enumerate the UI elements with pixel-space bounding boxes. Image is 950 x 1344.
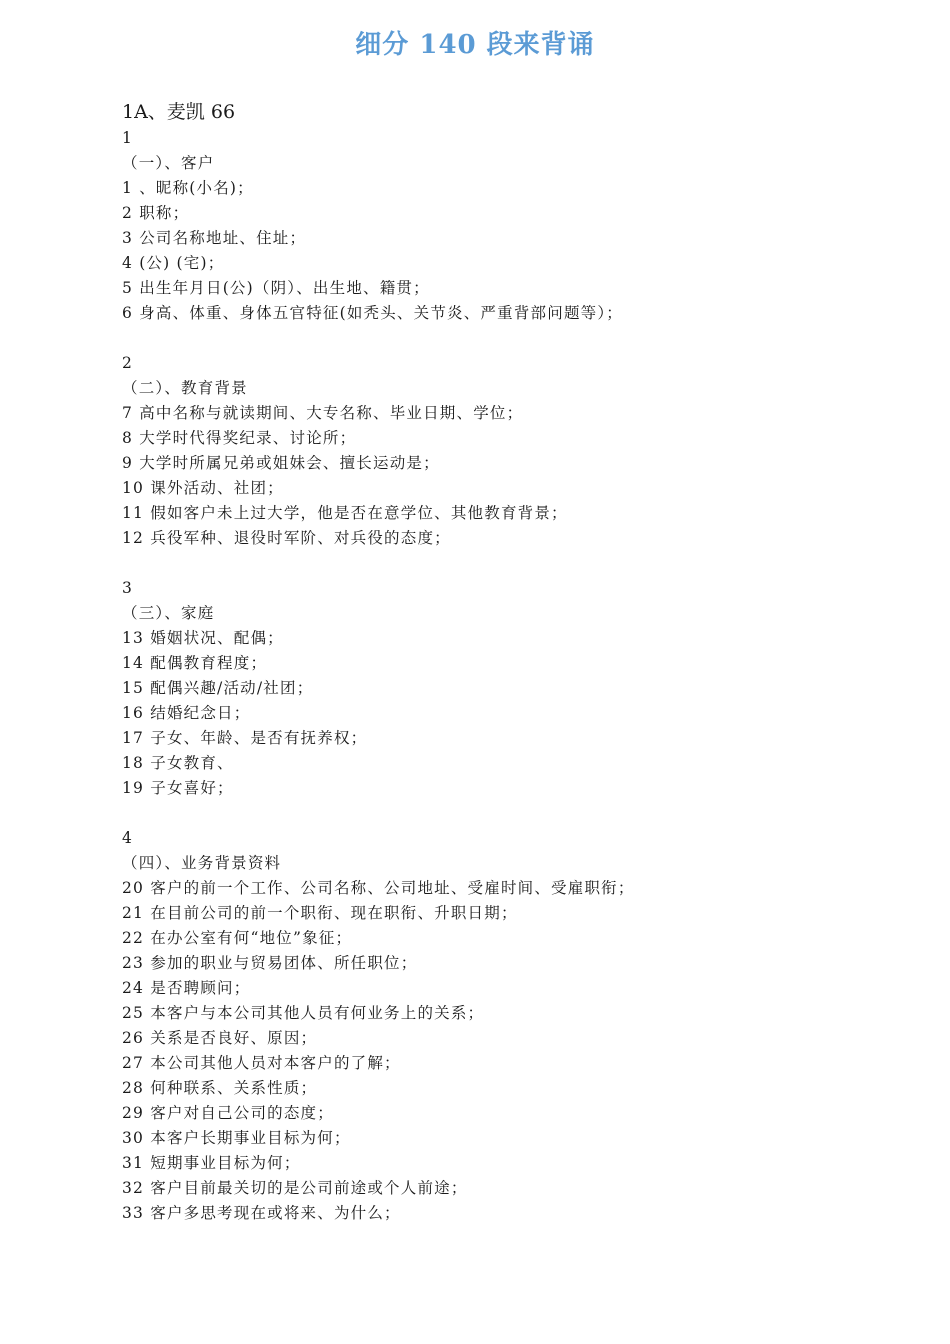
list-item: 31 短期事业目标为何；	[122, 1154, 301, 1172]
list-item: 33 客户多思考现在或将来、为什么；	[122, 1204, 401, 1222]
list-item: 3 公司名称地址、住址；	[122, 229, 307, 247]
document-body	[122, 98, 842, 1226]
list-item: 32 客户目前最关切的是公司前途或个人前途；	[122, 1179, 468, 1197]
section-title: （一）、客户	[122, 154, 215, 172]
list-item: 30 本客户长期事业目标为何；	[122, 1129, 351, 1147]
list-item: 16 结婚纪念日；	[122, 704, 251, 722]
list-item: 10 课外活动、社团；	[122, 479, 284, 497]
section-title: （二）、教育背景	[122, 379, 248, 397]
list-item: 4 (公) (宅)；	[122, 254, 225, 272]
section-title: （四）、业务背景资料	[122, 854, 282, 872]
page-title: 细分 140 段来背诵	[355, 30, 595, 60]
section-spacer	[122, 801, 842, 826]
section-number: 2	[122, 354, 134, 372]
list-item: 19 子女喜好；	[122, 779, 234, 797]
list-item: 23 参加的职业与贸易团体、所任职位；	[122, 954, 418, 972]
section-spacer	[122, 551, 842, 576]
list-item: 29 客户对自己公司的态度；	[122, 1104, 334, 1122]
list-item: 15 配偶兴趣/活动/社团；	[122, 679, 314, 697]
list-item: 1 、昵称(小名)；	[122, 179, 254, 197]
section-family	[122, 576, 842, 801]
document-heading: 1A、麦凯 66	[122, 101, 236, 123]
section-title: （三）、家庭	[122, 604, 215, 622]
list-item: 11 假如客户未上过大学，他是否在意学位、其他教育背景；	[122, 504, 568, 522]
list-item: 27 本公司其他人员对本客户的了解；	[122, 1054, 401, 1072]
section-number: 1	[122, 129, 134, 147]
list-item: 2 职称；	[122, 204, 190, 222]
section-number: 4	[122, 829, 134, 847]
section-customer	[122, 126, 842, 326]
section-spacer	[122, 326, 842, 351]
list-item: 20 客户的前一个工作、公司名称、公司地址、受雇时间、受雇职衔；	[122, 879, 635, 897]
section-education	[122, 351, 842, 551]
list-item: 18 子女教育、	[122, 754, 234, 772]
list-item: 22 在办公室有何“地位”象征；	[122, 929, 353, 947]
list-item: 17 子女、年龄、是否有抚养权；	[122, 729, 368, 747]
list-item: 6 身高、体重、身体五官特征(如秃头、关节炎、严重背部问题等）；	[122, 304, 623, 322]
list-item: 7 高中名称与就读期间、大专名称、毕业日期、学位；	[122, 404, 524, 422]
list-item: 21 在目前公司的前一个职衔、现在职衔、升职日期；	[122, 904, 518, 922]
list-item: 25 本客户与本公司其他人员有何业务上的关系；	[122, 1004, 485, 1022]
list-item: 14 配偶教育程度；	[122, 654, 268, 672]
list-item: 5 出生年月日(公)（阴）、出生地、籍贯；	[122, 279, 430, 297]
list-item: 8 大学时代得奖纪录、讨论所；	[122, 429, 357, 447]
list-item: 13 婚姻状况、配偶；	[122, 629, 284, 647]
list-item: 12 兵役军种、退役时军阶、对兵役的态度；	[122, 529, 451, 547]
list-item: 24 是否聘顾问；	[122, 979, 251, 997]
list-item: 9 大学时所属兄弟或姐妹会、擅长运动是；	[122, 454, 440, 472]
list-item: 28 何种联系、关系性质；	[122, 1079, 318, 1097]
list-item: 26 关系是否良好、原因；	[122, 1029, 318, 1047]
section-number: 3	[122, 579, 134, 597]
section-business-background	[122, 826, 842, 1226]
